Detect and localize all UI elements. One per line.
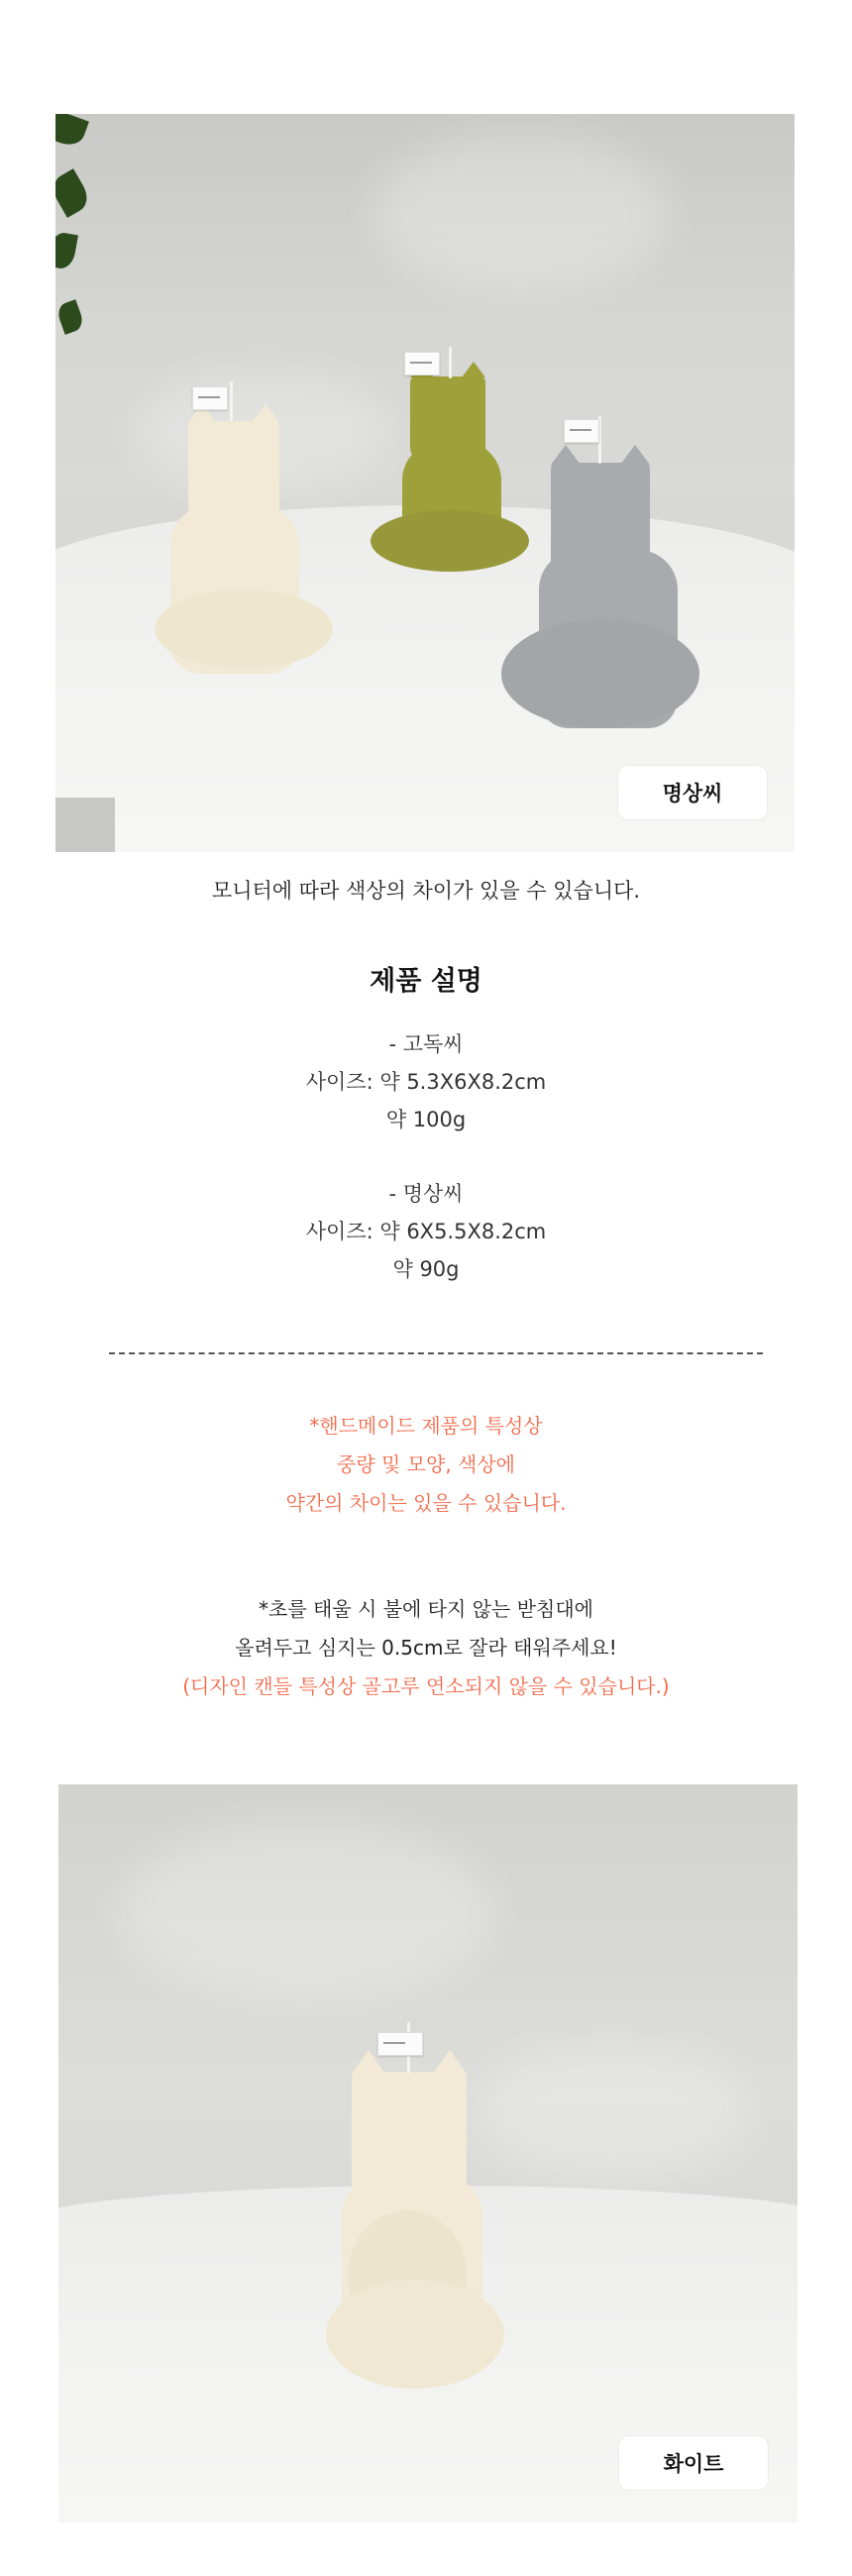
color-label-chip: 화이트 — [619, 2436, 768, 2490]
color-label-chip: 명상씨 — [618, 766, 767, 819]
handmade-notice-line: 중량 및 모양, 색상에 — [337, 1452, 515, 1476]
spec-size: 사이즈: 약 6X5.5X8.2cm — [305, 1220, 547, 1243]
handmade-notice — [0, 1407, 852, 1523]
candle-tag — [404, 352, 440, 376]
table-leg — [55, 798, 115, 852]
spec-name: - 고독씨 — [388, 1032, 464, 1056]
product-photo-white-candle — [58, 1784, 798, 2522]
wall-texture — [118, 1824, 494, 2002]
product-photo-three-candles — [55, 114, 795, 852]
spec-weight: 약 100g — [385, 1108, 467, 1131]
wall-texture — [475, 2042, 752, 2181]
color-difference-notice: 모니터에 따라 색상의 차이가 있을 수 있습니다. — [211, 879, 641, 903]
candle-tag — [377, 2032, 423, 2056]
wall-texture — [373, 134, 670, 292]
handmade-notice-line: 약간의 차이는 있을 수 있습니다. — [285, 1491, 567, 1515]
care-warning-line: (디자인 캔들 특성상 골고루 연소되지 않을 수 있습니다.) — [182, 1674, 670, 1698]
plant-leaf — [55, 231, 78, 270]
spec-block-godok — [0, 1025, 852, 1138]
handmade-notice-line: *핸드메이드 제품의 특성상 — [309, 1414, 543, 1438]
care-line: *초를 태울 시 불에 타지 않는 받침대에 — [259, 1597, 593, 1621]
plant-leaf — [55, 168, 93, 218]
spec-name: - 명상씨 — [388, 1182, 464, 1206]
care-line: 올려두고 심지는 0.5cm로 잘라 태워주세요! — [235, 1636, 617, 1660]
spec-size: 사이즈: 약 5.3X6X8.2cm — [305, 1070, 547, 1094]
plant-leaf — [55, 299, 85, 335]
spec-weight: 약 90g — [392, 1257, 460, 1281]
spec-block-myeongsang — [0, 1175, 852, 1288]
dashed-divider — [109, 1352, 763, 1354]
plant-leaf — [55, 114, 89, 150]
candle-tag — [564, 419, 599, 443]
section-title: 제품 설명 — [370, 966, 482, 997]
care-instructions — [0, 1590, 852, 1706]
candle-tag — [192, 386, 228, 410]
